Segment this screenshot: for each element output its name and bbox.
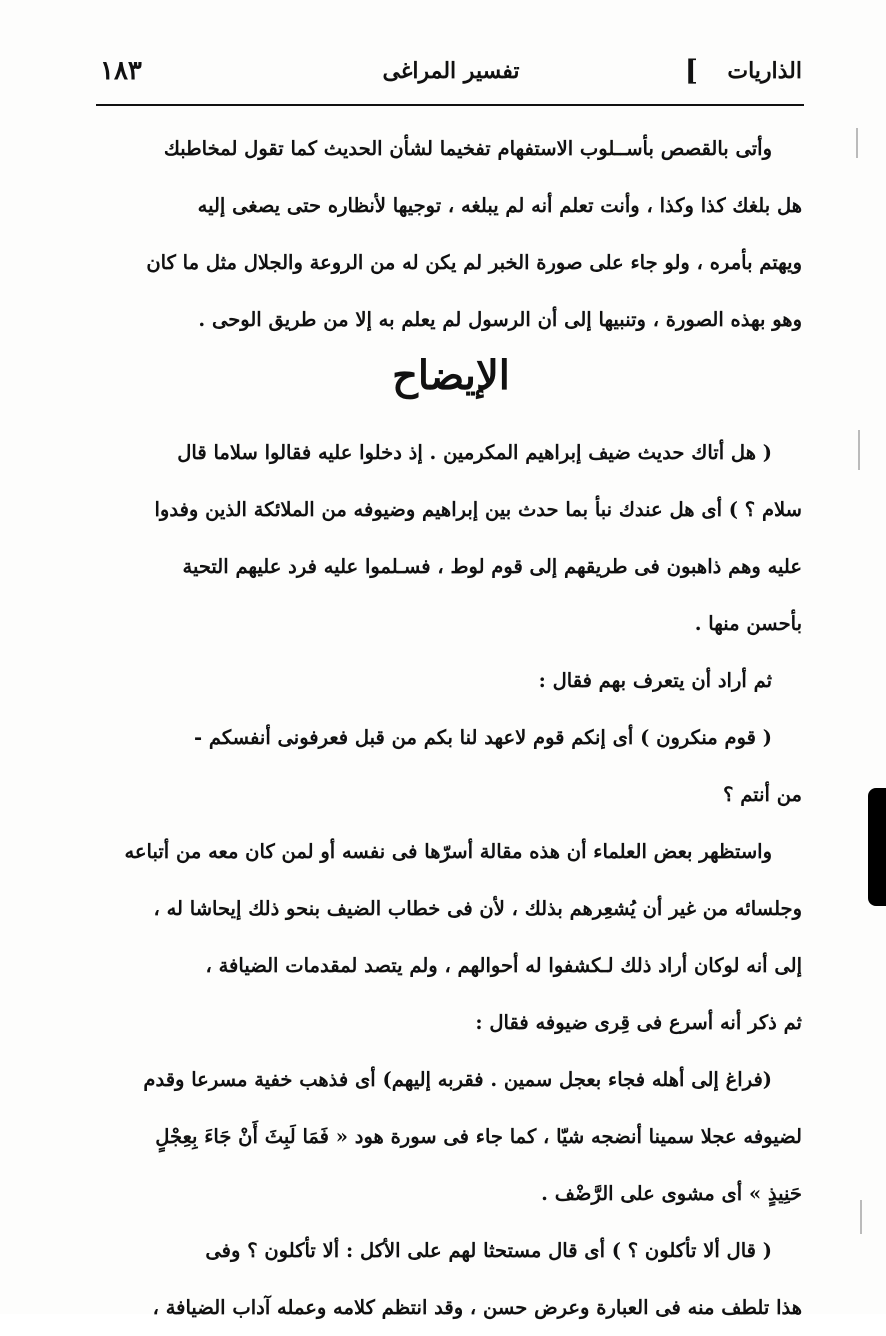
text-line: (فراغ إلى أهله فجاء بعجل سمين . فقربه إليهم) أى فذهب خفية مسرعا وقدم [143,1068,772,1091]
text-line: حَنِيذٍ » أى مشوى على الرَّضْف . [541,1182,802,1205]
text-line: هل بلغك كذا وكذا ، وأنت تعلم أنه لم يبلغه ، توجيها لأنظاره حتى يصغى إليه [197,194,802,217]
text-line: ثم أراد أن يتعرف بهم فقال : [538,669,772,692]
text-line: لضيوفه عجلا سمينا أنضجه شيّا ، كما جاء فى سورة هود « فَمَا لَبِثَ أَنْ جَاءَ بِعِجْلٍ [155,1125,802,1148]
scan-speck [860,1200,862,1234]
text-line: ويهتم بأمره ، ولو جاء على صورة الخبر لم يكن له من الروعة والجلال مثل ما كان [146,251,802,274]
scan-speck [856,128,858,158]
running-header [100,52,802,98]
header-bracket: ] [684,54,698,87]
text-line: وجلسائه من غير أن يُشعِرهم بذلك ، لأن فى خطاب الضيف بنحو ذلك إيحاشا له ، [153,897,802,920]
text-line: ( هل أتاك حديث ضيف إبراهيم المكرمين . إذ دخلوا عليه فقالوا سلاما قال [177,441,772,464]
explanation-block [100,424,802,1336]
header-rule [96,104,804,106]
page-number: ١٨٣ [100,56,142,86]
scan-speck [858,430,860,470]
text-line: سلام ؟ ) أى هل عندك نبأ بما حدث بين إبراهيم وضيوفه من الملائكة الذين وفدوا [154,498,802,521]
text-line: بأحسن منها . [694,612,802,635]
text-line: وأتى بالقصص بأســلوب الاستفهام تفخيما لشأن الحديث كما تقول لمخاطبك [163,137,772,160]
text-line: من أنتم ؟ [723,783,802,806]
scan-edge-shadow [868,788,886,906]
section-heading: الإيضاح [392,352,510,399]
sura-name: الذاريات [727,58,802,84]
text-line: ( قوم منكرون ) أى إنكم قوم لاعهد لنا بكم من قبل فعرفونى أنفسكم - [194,726,772,749]
text-line: عليه وهم ذاهبون فى طريقهم إلى قوم لوط ، فسـلموا عليه فرد عليهم التحية [182,555,802,578]
text-line: ( قال ألا تأكلون ؟ ) أى قال مستحثا لهم على الأكل : ألا تأكلون ؟ وفى [205,1239,772,1262]
text-line: ثم ذكر أنه أسرع فى قِرى ضيوفه فقال : [475,1011,802,1034]
book-title: تفسير المراغى [382,58,520,84]
text-line: هذا تلطف منه فى العبارة وعرض حسن ، وقد انتظم كلامه وعمله آداب الضيافة ، [152,1296,802,1319]
text-line: وهو بهذه الصورة ، وتنبيها إلى أن الرسول لم يعلم به إلا من طريق الوحى . [198,308,802,331]
text-line: إلى أنه لوكان أراد ذلك لـكشفوا له أحوالهم ، ولم يتصد لمقدمات الضيافة ، [205,954,802,977]
intro-paragraph [100,120,802,348]
text-line: واستظهر بعض العلماء أن هذه مقالة أسرّها فى نفسه أو لمن كان معه من أتباعه [124,840,772,863]
